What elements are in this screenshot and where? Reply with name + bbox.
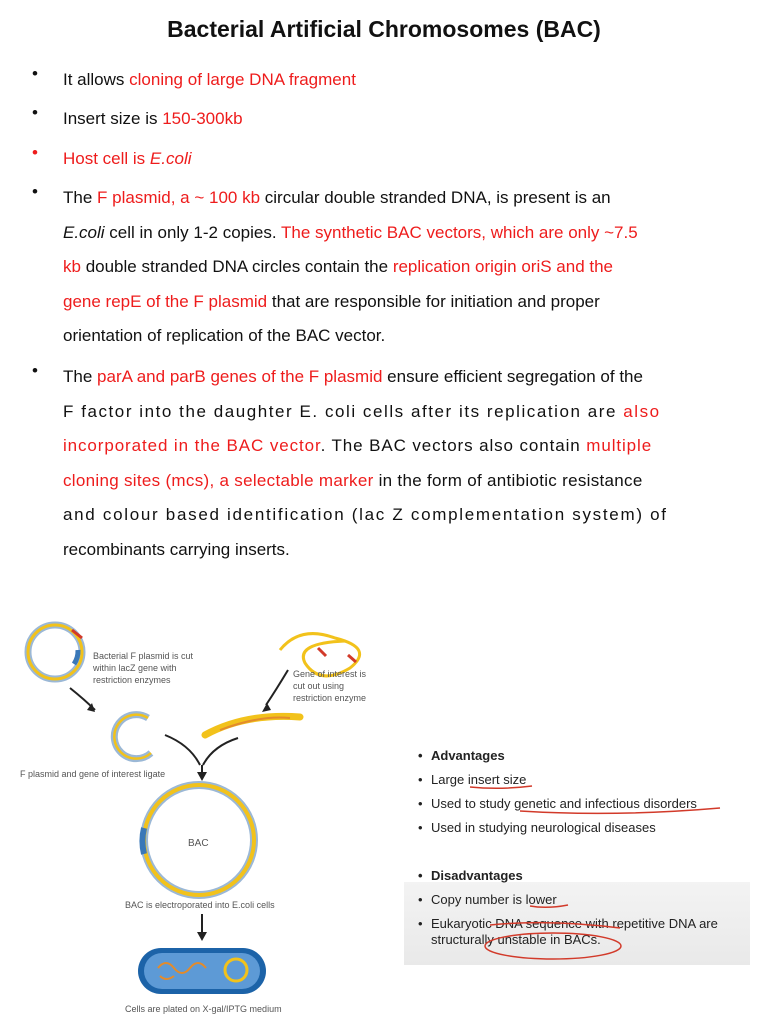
- bullet-dot: •: [418, 820, 423, 835]
- text-run: orientation of replication of the BAC vector.: [63, 326, 386, 346]
- text-run-red: cloning sites (mcs), a selectable marker: [63, 470, 374, 490]
- item-text: Used to study genetic and infectious disorders: [431, 796, 697, 811]
- label-cut-line2: within lacZ gene with: [93, 663, 177, 673]
- text-run: double stranded DNA circles contain the: [80, 257, 393, 277]
- f-plasmid-icon: [28, 625, 82, 679]
- text-run-red: replication origin oriS and the: [392, 257, 613, 277]
- text-run-red: F plasmid, a ~ 100 kb: [97, 188, 261, 207]
- text-run-italic: E.coli: [63, 222, 105, 242]
- label-ligate: F plasmid and gene of interest ligate: [20, 769, 166, 779]
- heading-text: Disadvantages: [431, 868, 523, 883]
- text-run: in the form of antibiotic resistance: [373, 470, 643, 490]
- bullet-dot: •: [32, 64, 38, 83]
- label-gene-line1: Gene of interest is: [293, 669, 367, 679]
- text-run-red: The synthetic BAC vectors, which are only ~7.5: [280, 222, 638, 242]
- bullet-dot: •: [418, 748, 423, 763]
- bullet-dot: •: [32, 182, 38, 201]
- text-run-red: also: [623, 401, 661, 421]
- bullet-highlight-italic: E.coli: [149, 149, 192, 168]
- text-run-red: parA and parB genes of the F plasmid: [97, 367, 383, 386]
- text-run: that are responsible for initiation and proper: [267, 291, 600, 311]
- text-run: . The BAC vectors also contain: [320, 436, 587, 456]
- text-run: The: [63, 367, 98, 386]
- label-cut-line3: restriction enzymes: [93, 675, 171, 685]
- text-run: ensure efficient segregation of the: [382, 367, 643, 386]
- bullet-dot: •: [418, 796, 423, 811]
- ecoli-cell-icon: [138, 948, 266, 994]
- bullet-dot: •: [32, 103, 38, 122]
- item-text: Eukaryotic DNA sequence with repetitive DNA are: [431, 916, 718, 931]
- bullet-dot: •: [418, 868, 423, 883]
- text-run-red: gene repE of the F plasmid: [63, 291, 268, 311]
- bullet-dot: •: [418, 772, 423, 787]
- item-text: Large insert size: [431, 772, 527, 787]
- merge-arrow-icon: [165, 735, 200, 765]
- cut-plasmid-icon: [114, 715, 151, 759]
- arrow-head-icon: [262, 703, 271, 712]
- heading-text: Advantages: [431, 748, 505, 763]
- bullet-text: Insert size is: [63, 109, 163, 128]
- text-run: F factor into the daughter E. coli cells after its replication are: [63, 401, 624, 421]
- text-run: The: [63, 188, 98, 207]
- text-run: recombinants carrying inserts.: [63, 539, 290, 559]
- arrow-head-icon: [197, 932, 207, 941]
- label-gene-line3: restriction enzyme: [293, 693, 367, 703]
- bullet-dot: •: [418, 916, 423, 931]
- bullet-highlight: 150-300kb: [162, 109, 243, 128]
- text-run: and colour based identification (lac Z complementation system) of: [63, 505, 668, 525]
- arrow-icon: [266, 670, 288, 705]
- item-text: structurally unstable in BACs.: [431, 932, 601, 947]
- label-electroporated: BAC is electroporated into E.coli cells: [125, 900, 275, 910]
- label-plated: Cells are plated on X-gal/IPTG medium: [125, 1004, 282, 1014]
- bullet-dot: •: [32, 361, 38, 380]
- item-text: Used in studying neurological diseases: [431, 820, 656, 835]
- page-title: Bacterial Artificial Chromosomes (BAC): [167, 16, 601, 42]
- bullet-highlight: Host cell is: [63, 149, 150, 168]
- text-run-red: multiple: [586, 436, 653, 456]
- label-bac: BAC: [188, 838, 209, 849]
- bullet-highlight: cloning of large DNA fragment: [129, 70, 356, 89]
- bullet-dot: •: [418, 892, 423, 907]
- bullet-text: It allows: [63, 70, 130, 89]
- label-cut-line1: Bacterial F plasmid is cut: [93, 651, 194, 661]
- text-run-red: incorporated in the BAC vector: [63, 436, 321, 456]
- gene-fragment-icon: [205, 716, 300, 735]
- label-gene-line2: cut out using: [293, 681, 345, 691]
- text-run: circular double stranded DNA, is present is an: [260, 188, 611, 207]
- item-text: Copy number is lower: [431, 892, 557, 907]
- text-run-red: kb: [63, 257, 81, 277]
- bullet-dot: •: [32, 143, 38, 162]
- merge-arrow-icon: [203, 738, 238, 765]
- text-run: cell in only 1-2 copies.: [104, 222, 281, 242]
